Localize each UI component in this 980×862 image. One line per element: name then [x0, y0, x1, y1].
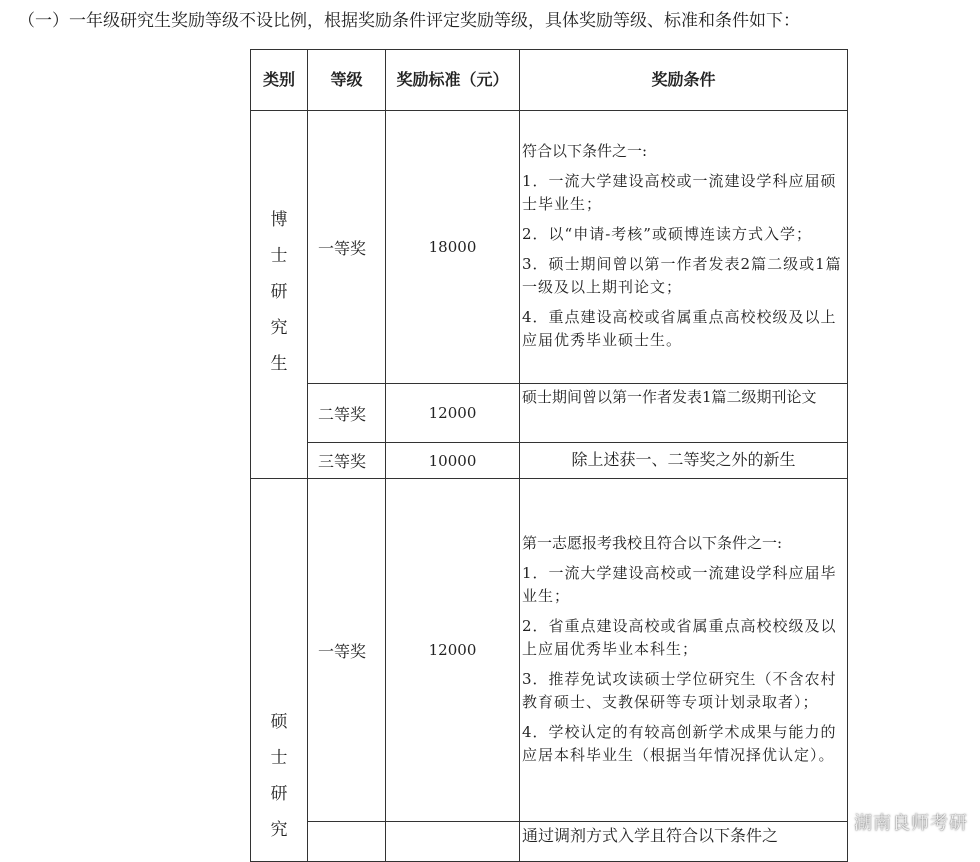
amount-cell: [386, 822, 520, 862]
category-phd: [251, 111, 308, 479]
condition-item: 4．重点建设高校或省属重点高校校级及以上应届优秀毕业硕士生。: [522, 308, 837, 349]
watermark: 湖南良师考研: [854, 813, 968, 834]
conditions-intro: 符合以下条件之一:: [522, 142, 648, 160]
condition-item: 2．以“申请-考核”或硕博连读方式入学；: [522, 225, 812, 243]
level-cell: 三等奖: [308, 443, 386, 479]
amount-cell: 18000: [386, 111, 520, 384]
condition-item: 3．推荐免试攻读硕士学位研究生（不含农村教育硕士、支教保研等专项计划录取者）；: [522, 669, 837, 711]
amount-cell: 12000: [386, 384, 520, 443]
conditions-cell: [520, 111, 848, 384]
table-row: [251, 384, 848, 443]
header-conditions: 奖励条件: [520, 50, 848, 111]
condition-item: 1．一流大学建设高校或一流建设学科应届毕业生；: [522, 563, 837, 605]
conditions-cell: 硕士期间曾以第一作者发表1篇二级期刊论文: [520, 384, 848, 443]
category-master-label: 硕 士 研 究: [270, 712, 288, 840]
condition-item: 4．学校认定的有较高创新学术成果与能力的应居本科毕业生（根据当年情况择优认定）。: [522, 722, 837, 764]
level-cell: 一等奖: [308, 111, 386, 384]
table-row: [251, 822, 848, 862]
conditions-cell: [520, 479, 848, 822]
table-row: [251, 479, 848, 822]
level-cell: [308, 822, 386, 862]
table-row: [251, 443, 848, 479]
condition-item: 3．硕士期间曾以第一作者发表2篇二级或1篇一级及以上期刊论文；: [522, 255, 842, 296]
category-phd-label: 博 士 研 究 生: [270, 210, 288, 374]
level-cell: 二等奖: [308, 384, 386, 443]
table-header-row: [251, 50, 848, 111]
amount-cell: 12000: [386, 479, 520, 822]
condition-item: 1．一流大学建设高校或一流建设学科应届硕士毕业生；: [522, 172, 837, 213]
section-heading: （一）一年级研究生奖励等级不设比例，根据奖励条件评定奖励等级，具体奖励等级、标准和条件如下：: [18, 11, 800, 31]
award-table: [250, 49, 848, 862]
conditions-cell: 除上述获一、二等奖之外的新生: [520, 443, 848, 479]
category-master: [251, 479, 308, 862]
level-cell: 一等奖: [308, 479, 386, 822]
conditions-intro: 第一志愿报考我校且符合以下条件之一:: [522, 533, 783, 552]
header-level: 等级: [308, 50, 386, 111]
header-category: 类别: [251, 50, 308, 111]
table-row: [251, 111, 848, 384]
amount-cell: 10000: [386, 443, 520, 479]
condition-item: 2．省重点建设高校或省属重点高校校级及以上应届优秀毕业本科生；: [522, 616, 837, 658]
header-amount: 奖励标准（元）: [386, 50, 520, 111]
conditions-cell: 通过调剂方式入学且符合以下条件之: [520, 822, 848, 862]
